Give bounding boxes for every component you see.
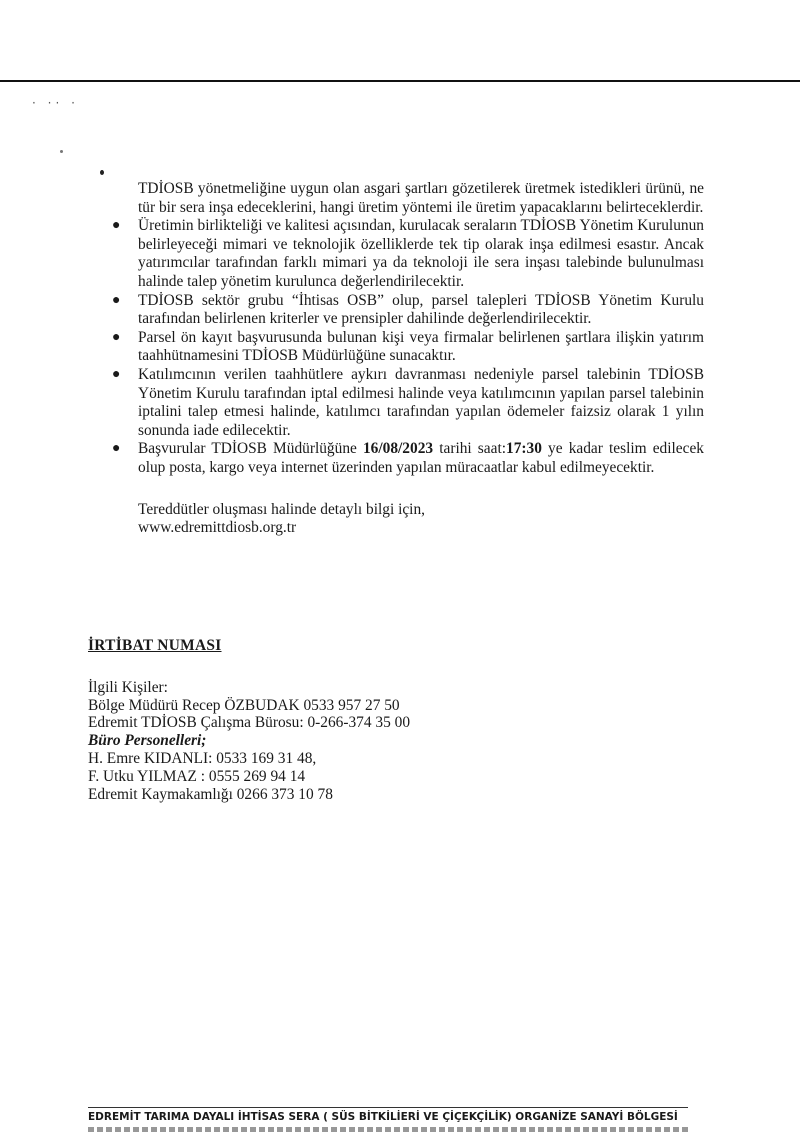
scan-artifact-dot (100, 170, 104, 175)
bullet-icon: ● (112, 329, 121, 345)
staff-heading: Büro Personelleri; (88, 732, 207, 750)
deadline-date: 16/08/2023 (362, 440, 434, 458)
website-link[interactable]: www.edremittdiosb.org.tr (138, 519, 297, 537)
list-item (110, 292, 704, 329)
list-item-text: Üretimin birlikteliği ve kalitesi açısından, kurulacak seraların TDİOSB Yönetim Kurulunun belirleyeceği mimari ve teknolojik özelliklerde tek tip olarak inşa edilmesi esastır. Ancak yatırımcılar tarafından farklı mimari ya da teknoloji ile sera inşası talebinde bulunulması halinde talep yönetim kurulunca değerlendirilecektir. (138, 217, 704, 290)
footer-rule (88, 1107, 688, 1108)
info-note (138, 501, 704, 538)
footer-cut-off-line (88, 1127, 688, 1132)
bullet-icon: ● (112, 292, 121, 308)
deadline-text-part: tarihi saat: (433, 440, 507, 458)
top-rule (0, 80, 800, 82)
requirements-list (110, 217, 704, 477)
contact-label: İlgili Kişiler: (88, 678, 168, 696)
list-item (110, 329, 704, 366)
intro-paragraph: TDİOSB yönetmeliğine uygun olan asgari şartları gözetilerek üretmek istedikleri ürünü, ne tür bir sera inşa edeceklerini, hangi üretim yöntemi ile üretim yapacaklarını belirteceklerdir. (138, 180, 704, 216)
document-body (110, 180, 704, 538)
list-item (110, 440, 704, 477)
bullet-icon: ● (112, 441, 121, 457)
scan-artifact-marks: · ·· · (32, 96, 79, 110)
contact-line: Edremit Kaymakamlığı 0266 373 10 78 (88, 785, 333, 803)
contact-heading: İRTİBAT NUMASI (88, 637, 222, 654)
deadline-text-part: ye kadar teslim edilecek olup posta, kargo veya internet üzerinden yapılan müracaatlar kabul edilmeyecektir. (138, 440, 704, 476)
contact-line: Edremit TDİOSB Çalışma Bürosu: 0-266-374 35 00 (88, 714, 411, 732)
deadline-text-part: Başvurular TDİOSB Müdürlüğüne (138, 440, 363, 458)
info-note-text: Tereddütler oluşması halinde detaylı bilgi için, (138, 500, 425, 518)
bullet-icon: ● (112, 218, 121, 234)
contact-line: Bölge Müdürü Recep ÖZBUDAK 0533 957 27 50 (88, 696, 400, 714)
list-item-text: Parsel ön kayıt başvurusunda bulunan kişi veya firmalar belirlenen şartlara ilişkin yatırım taahhütnamesini TDİOSB Müdürlüğüne sunacaktır. (138, 328, 704, 365)
list-item-text: Katılımcının verilen taahhütlere aykırı davranması nedeniyle parsel talebinin TDİOSB Yönetim Kurulu tarafından iptal edilmesi halinde veya katılımcının yapılan parsel talebinin iptalini talep etmesi halinde, katılımcı tarafından yapılan ödemeler faizsiz olarak 1 yılın sonunda iade edilecektir. (138, 365, 704, 439)
contact-section (88, 637, 688, 803)
deadline-text (138, 440, 704, 477)
scan-artifact-dot (60, 150, 63, 153)
list-item (110, 366, 704, 440)
footer-org-name: EDREMİT TARIMA DAYALI İHTİSAS SERA ( SÜS BİTKİLİERİ VE ÇİÇEKÇİLİK) ORGANİZE SANAYİ BÖLGESİ (88, 1111, 678, 1123)
bullet-icon: ● (112, 366, 121, 382)
list-item-text: TDİOSB sektör grubu “İhtisas OSB” olup, parsel talepleri TDİOSB Yönetim Kurulu tarafından belirlenen kriterler ve prensipler dahilinde değerlendirilecektir. (138, 291, 704, 328)
deadline-time: 17:30 (506, 440, 542, 458)
list-item (110, 217, 704, 291)
contact-line: F. Utku YILMAZ : 0555 269 94 14 (88, 767, 306, 785)
contact-line: H. Emre KIDANLI: 0533 169 31 48, (88, 749, 317, 767)
